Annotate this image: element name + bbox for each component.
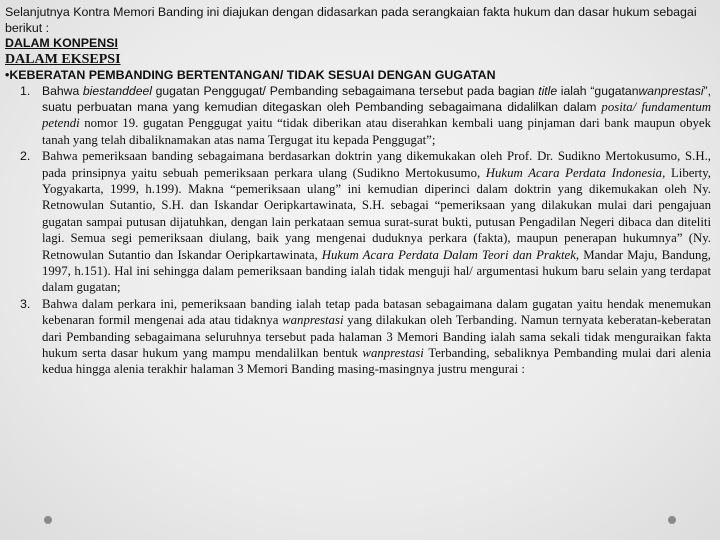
point-2-text-c: , Liberty, Yogyakarta, 1999, h.199). Makna “pemeriksaan ulang” ini kemudian diperinci dalam doktrin yang dikemukakan oleh Ny. Retnowulan Sutantio, S.H. dan Iskandar Oeripkartawinata, S.H. sebagai “pemeriksaan yang dilakukan mulai dari pengajuan gugatan sampai putusan dijatuhkan, dengan lain perkataan semua surat-surat bukti, putusan Pengadilan Negeri dibaca dan diteliti lagi. Semua segi pemeriksaan diulang, baik yang mengenai duduknya perkara (fakta), maupun penerapan hukumnya” (Ny. Retnowulan Sutantio dan Iskandar Oeripkartawinata,: [42, 165, 711, 262]
point-3-text-c: yang dilakukan oleh Terbanding. Namun ternyata keberatan-keberatan dari Pembanding sebagaimana seluruhnya tersebut pada halaman 3 Memori Banding ialah sama sekali tidak menguraikan fakta hukum serta dasar hukum yang mampu mendalilkan bentuk: [42, 313, 711, 360]
heading-keberatan: •KEBERATAN PEMBANDING BERTENTANGAN/ TIDAK SESUAI DENGAN GUGATAN: [5, 67, 496, 82]
heading-dalam-eksepsi: DALAM EKSEPSI: [5, 51, 121, 67]
point-2-book-title-1: Hukum Acara Perdata Indonesia: [485, 165, 663, 180]
point-1-text-i: nomor 19. gugatan Penggugat yaitu “tidak diberikan atau diserahkan kembali uang pinjaman dari bank maupun obyek tanah yang telah dibaliknamakan atas nama Tergugat itu kepada Penggugat”;: [42, 116, 711, 147]
list-number: 2.: [20, 149, 31, 164]
heading-dalam-konpensi: DALAM KONPENSI: [5, 36, 118, 50]
point-3-term-wanprestasi-2: wanprestasi: [362, 346, 424, 360]
point-1-term-posita: posita/ fundamentum petendi: [42, 99, 711, 131]
point-1-term-biestanddeel: biestanddeel: [82, 83, 152, 98]
right-dot-ornament: [668, 516, 676, 524]
point-3-text-e: Terbanding, sebaliknya Pembanding mulai dari alenia kedua hingga alenia terakhir halaman 3 Memori Banding masing-masingnya justru mengurai :: [42, 346, 711, 377]
left-dot-ornament: [44, 516, 52, 524]
document-body: [5, 5, 711, 378]
list-number: 1.: [20, 83, 31, 98]
point-1-term-title: title: [538, 83, 558, 98]
list-item: [5, 83, 711, 149]
point-1-text-g: ”, suatu perbuatan mana yang kemudian ditegaskan oleh Pembanding sebagaimana didalilkan dalam: [42, 83, 711, 114]
point-1-text-a: Bahwa: [42, 83, 80, 98]
intro-paragraph: Selanjutnya Kontra Memori Banding ini diajukan dengan didasarkan pada serangkaian fakta hukum dan dasar hukum sebagai berikut :: [5, 5, 697, 35]
point-2-text-e: , Mandar Maju, Bandung, 1997, h.151). Hal ini sehingga dalam pemeriksaan banding ialah tidak menguji hal/ argumentasi hukum baru selain yang terdapat dalam gugatan;: [42, 247, 711, 295]
point-3-term-wanprestasi-1: wanprestasi: [282, 313, 344, 328]
points-list: [5, 83, 711, 378]
point-1-text-e: ialah “gugatan: [560, 83, 639, 98]
list-item: [5, 296, 711, 378]
point-2-text-a: Bahwa pemeriksaan banding sebagaimana berdasarkan doktrin yang dikemukakan oleh Prof. Dr. Sudikno Mertokusumo, S.H., pada prinsipnya yaitu sebuah pemeriksaan perkara ulang (Sudikno Mertokusumo,: [42, 149, 711, 180]
list-number: 3.: [20, 296, 31, 311]
point-3-text-a: Bahwa dalam perkara ini, pemeriksaan banding ialah tetap pada batasan sebagaimana dalam gugatan yaitu hendak menemukan kebenaran formil mengenai ada atau tidaknya: [42, 296, 711, 328]
list-item: [5, 148, 711, 296]
point-1-term-wanprestasi: wanprestasi: [638, 83, 704, 98]
point-1-text-c: gugatan Penggugat/ Pembanding sebagaimana tersebut pada bagian: [155, 83, 535, 98]
point-2-book-title-2: Hukum Acara Perdata Dalam Teori dan Praktek: [321, 247, 576, 262]
